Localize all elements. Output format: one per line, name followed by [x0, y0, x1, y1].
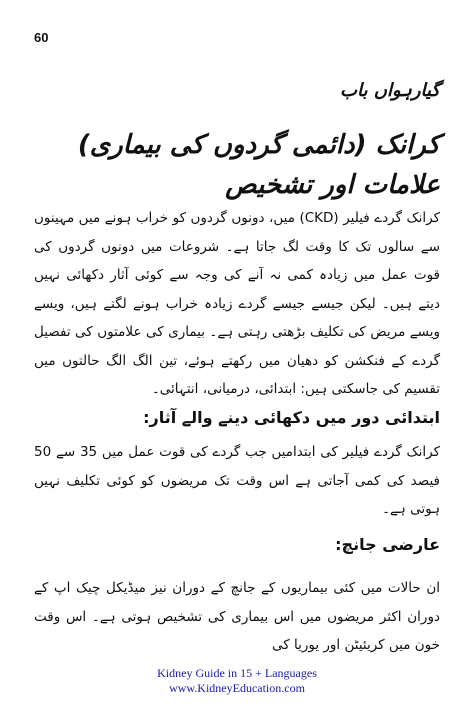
chapter-title: کرانک (دائمی گردوں کی بیماری) علامات اور تشخیص	[77, 130, 440, 200]
paragraph-incidental-test: ان حالات میں کئی بیماریوں کے جانچ کے دوران نیز میڈیکل چیک اپ کے دوران اکثر مریضوں میں اس بیماری کی تشخیص ہوتی ہے۔ اس وقت خون میں کریئیٹن اور یوریا کی	[34, 580, 440, 653]
footer-website-link[interactable]: www.KidneyEducation.com	[169, 681, 305, 695]
section-heading-early-symptoms: ابتدائی دور میں دکھائی دینے والے آثار:	[143, 408, 440, 427]
paragraph-early-symptoms: کرانک گردے فیلیر کی ابتدامیں جب گردے کی قوت عمل میں 35 سے 50 فیصد کی کمی آجاتی ہے اس وقت تک مریضوں کو کوئی تکلیف نہیں ہوتی ہے۔	[34, 444, 441, 517]
footer	[0, 666, 474, 696]
footer-guide-title: Kidney Guide in 15 + Languages	[157, 666, 317, 680]
section-heading-incidental-test: عارضی جانچ:	[335, 535, 440, 554]
chapter-label: گیارہواں باب	[340, 80, 440, 101]
paragraph-intro: کرانک گردے فیلیر (CKD) میں، دونوں گردوں کو خراب ہونے میں مہینوں سے سالوں تک کا وقت لگ جاتا ہے۔ شروعات میں دونوں گردوں کی قوت عمل میں زیادہ کمی نہ آنے کی وجہ سے کوئی آثار دکھائی نہیں دیتے ہیں۔ لیکن جیسے جیسے گردے زیادہ خراب ہونے لگتے ہیں، ویسے ویسے مریض کی تکلیف بڑھتی رہتی ہے۔ بیماری کی علامتوں کی تفصیل گردے کے فنکشن کو دھیان میں رکھتے ہوئے، تین الگ الگ حالتوں میں تقسیم کی جاسکتی ہیں: ابتدائی، درمیانی، انتہائی۔	[34, 210, 440, 397]
page-number: 60	[34, 30, 49, 45]
